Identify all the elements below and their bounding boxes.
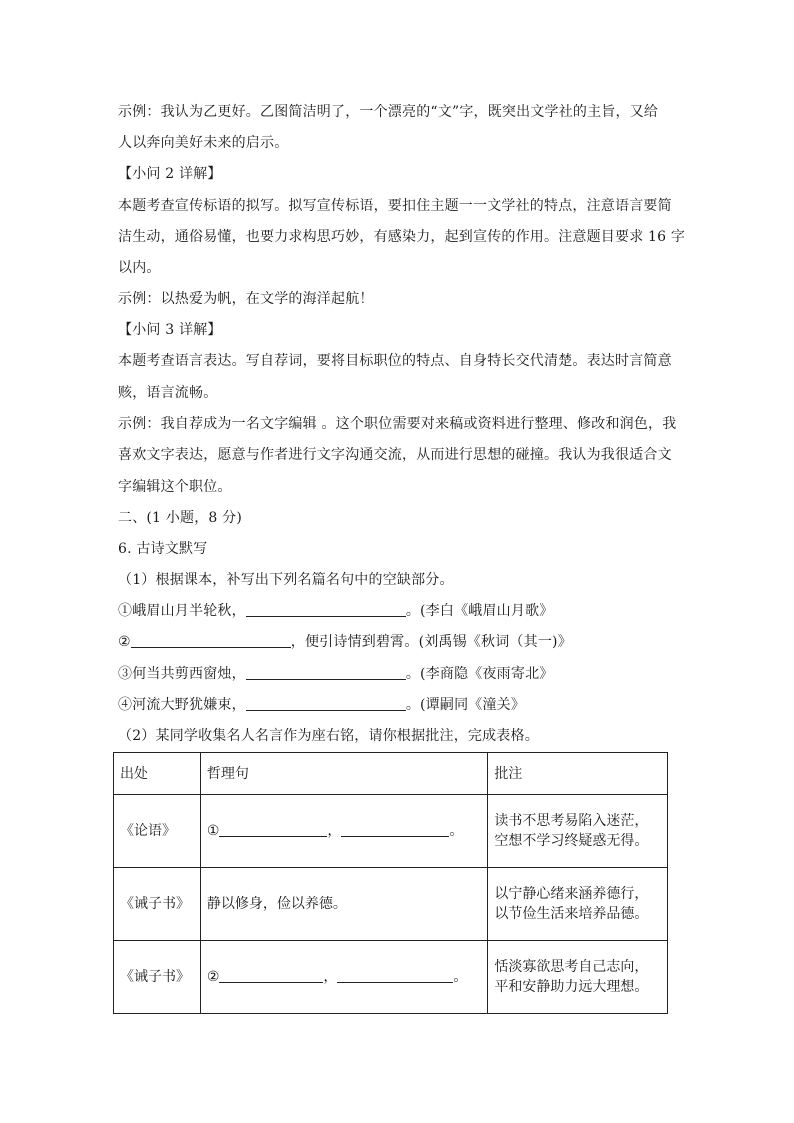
comma: ， (327, 823, 342, 839)
fill-prefix: ③何当共剪西窗烛， (118, 666, 246, 682)
question-prompt: （1）根据课本，补写出下列名篇名句中的空缺部分。 (118, 572, 454, 588)
question-prompt: （2）某同学收集名人名言作为座右铭，请你根据批注，完成表格。 (118, 728, 539, 744)
example-line: 示例：我自荐成为一名文字编辑 。这个职位需要对来稿或资料进行整理、修改和润色，我 (118, 416, 677, 432)
sentence-cell (200, 941, 488, 1014)
table-row (114, 868, 668, 941)
fill-suffix: ，便引诗情到碧霄。(刘禹锡《秋词（其一)》 (290, 634, 572, 650)
table-row (114, 795, 668, 868)
source-cell: 《诫子书》 (114, 868, 201, 941)
answer-blank[interactable] (246, 696, 406, 711)
sentence-cell (200, 795, 488, 868)
fill-in-line-4 (118, 695, 525, 715)
example-line: 示例：以热爱为帆，在文学的海洋起航！ (118, 291, 374, 307)
fill-in-line-2 (118, 632, 572, 652)
fill-prefix: ② (118, 634, 131, 650)
source-cell: 《论语》 (114, 795, 201, 868)
answer-text: 本题考查宣传标语的拟写。拟写宣传标语，要扣住主题一一文学社的特点，注意语言要简 (118, 198, 672, 214)
answer-blank[interactable] (246, 665, 406, 680)
table-header-row (114, 753, 668, 795)
header-sentence: 哲理句 (200, 753, 488, 795)
fill-suffix: 。(李白《峨眉山月歌》 (405, 603, 554, 619)
example-line: 喜欢文字表达，愿意与作者进行文字沟通交流，从而进行思想的碰撞。我认为我很适合文 (118, 447, 672, 463)
answer-blank[interactable] (131, 633, 291, 648)
answer-blank[interactable] (219, 822, 327, 837)
quote-table (113, 752, 668, 1014)
question-heading: 【小问 2 详解】 (118, 166, 222, 182)
note-line: 平和安静助力远大理想。 (494, 979, 649, 995)
fill-suffix: 。(谭嗣同《潼关》 (405, 697, 526, 713)
note-line: 恬淡寡欲思考自己志向， (494, 959, 649, 975)
period: 。 (449, 823, 464, 839)
blank-marker: ② (206, 969, 220, 985)
note-line: 以宁静心绪来涵养德行， (494, 886, 649, 902)
answer-blank[interactable] (341, 822, 449, 837)
note-cell (488, 941, 668, 1014)
note-line: 读书不思考易陷入迷茫， (494, 813, 649, 829)
example-line: 人以奔向美好未来的启示。 (118, 135, 289, 151)
fill-prefix: ①峨眉山月半轮秋， (118, 603, 246, 619)
header-note: 批注 (488, 753, 668, 795)
header-source: 出处 (114, 753, 201, 795)
table-row (114, 941, 668, 1014)
example-line: 示例：我认为乙更好。乙图简洁明了，一个漂亮的“文”字，既突出文学社的主旨，又给 (118, 104, 659, 120)
question-title: 6. 古诗文默写 (118, 541, 208, 557)
blank-marker: ① (206, 823, 220, 839)
comma: ， (323, 969, 338, 985)
source-cell: 《诫子书》 (114, 941, 201, 1014)
answer-text: 赅，语言流畅。 (118, 385, 218, 401)
note-line: 以节俭生活来培养品德。 (494, 906, 649, 922)
example-line: 字编辑这个职位。 (118, 479, 232, 495)
note-cell (488, 868, 668, 941)
section-heading: 二、(1 小题，8 分) (118, 510, 243, 526)
fill-prefix: ④河流大野犹嫌束， (118, 697, 246, 713)
answer-blank[interactable] (337, 968, 453, 983)
fill-in-line-1 (118, 601, 553, 621)
fill-in-line-3 (118, 664, 553, 684)
fill-suffix: 。(李商隐《夜雨寄北》 (405, 666, 554, 682)
answer-blank[interactable] (246, 602, 406, 617)
answer-text: 本题考查语言表达。写自荐词，要将目标职位的特点、自身特长交代清楚。表达时言简意 (118, 353, 672, 369)
question-heading: 【小问 3 详解】 (118, 322, 222, 338)
period: 。 (453, 969, 468, 985)
answer-text: 洁生动，通俗易懂，也要力求构思巧妙，有感染力，起到宣传的作用。注意题目要求 16 字 (118, 229, 686, 245)
note-line: 空想不学习终疑惑无得。 (494, 833, 649, 849)
sentence-cell: 静以修身，俭以养德。 (200, 868, 488, 941)
note-cell (488, 795, 668, 868)
answer-blank[interactable] (219, 968, 323, 983)
answer-text: 以内。 (118, 260, 161, 276)
